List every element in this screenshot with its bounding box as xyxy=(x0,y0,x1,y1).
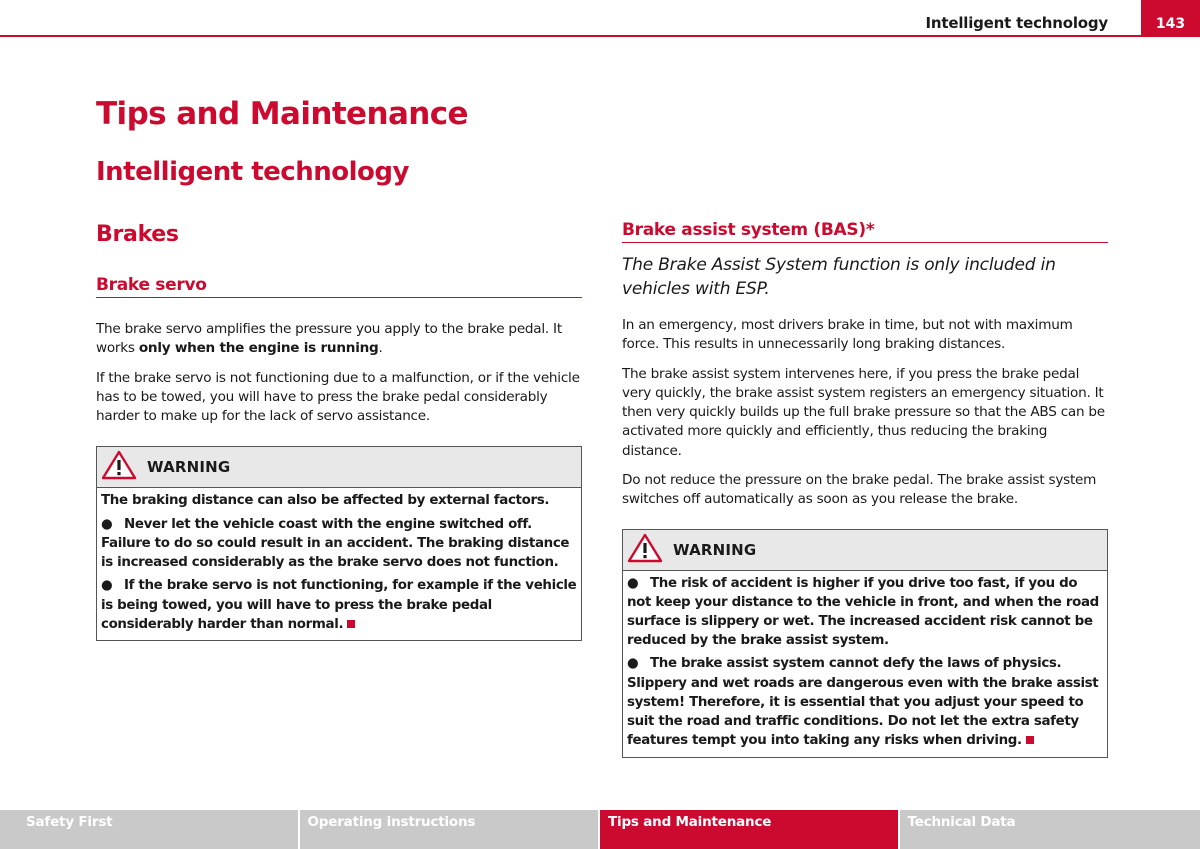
left-column xyxy=(96,220,582,641)
warning-title: WARNING xyxy=(147,458,231,477)
bullet-icon: ● xyxy=(627,656,639,672)
warning-header xyxy=(623,530,1107,571)
bas-paragraph-2: The brake assist system intervenes here, if you press the brake pedal very quickly, the brake assist system registers an emergency situation. It then very quickly builds up the full brake pressure so that the ABS can be activated more quickly and efficiently, thus reducing the braking distance. xyxy=(622,365,1105,459)
warning-item: ● The risk of accident is higher if you drive too fast, if you do not keep your distance to the vehicle in front, and when the road surface is slippery or wet. The increased accident risk cannot be reduced by the brake assist system. xyxy=(627,575,1099,649)
chapter-tabs xyxy=(0,810,1200,849)
bas-intro: The Brake Assist System function is only included in vehicles with ESP. xyxy=(622,255,1056,299)
bas-heading: Brake assist system (BAS)* xyxy=(622,220,1108,243)
warning-item: ● Never let the vehicle coast with the engine switched off. Failure to do so could result in an accident. The braking distance is increased considerably as the brake servo does not function. xyxy=(101,516,570,571)
warning-triangle-icon xyxy=(101,450,137,484)
warning-body xyxy=(97,488,581,639)
right-column xyxy=(622,220,1108,758)
bas-paragraph-1: In an emergency, most drivers brake in time, but not with maximum force. This results in unnecessarily long braking distances. xyxy=(622,317,1073,353)
bullet-icon: ● xyxy=(627,575,639,591)
tab-operating-instructions[interactable]: Operating instructions xyxy=(300,810,598,849)
tab-technical-data[interactable]: Technical Data xyxy=(900,810,1200,849)
section-title: Intelligent technology xyxy=(96,157,409,187)
warning-header xyxy=(97,447,581,488)
warning-triangle-icon xyxy=(627,533,663,567)
brake-servo-heading: Brake servo xyxy=(96,275,582,298)
brakes-heading: Brakes xyxy=(96,222,179,247)
warning-title: WARNING xyxy=(673,540,757,559)
warning-item: ● If the brake servo is not functioning, for example if the vehicle is being towed, you will have to press the brake pedal considerably harder than normal. xyxy=(101,578,577,632)
brake-servo-paragraph-2: If the brake servo is not functioning due to a malfunction, or if the vehicle has to be towed, you will have to press the brake pedal considerably harder to make up for the lack of servo assistance. xyxy=(96,369,580,425)
warning-box-bas xyxy=(622,529,1108,758)
warning-body xyxy=(623,571,1107,757)
header-rule xyxy=(0,35,1200,37)
brake-servo-paragraph-1: The brake servo amplifies the pressure you apply to the brake pedal. It works only when the engine is running. xyxy=(96,321,562,357)
warning-item: ● The brake assist system cannot defy the laws of physics. Slippery and wet roads are dangerous even with the brake assist system! Therefore, it is essential that you adjust your speed to suit the road and traffic conditions. Do not let the extra safety features tempt you into taking any risks when driving. xyxy=(627,656,1099,749)
warning-intro: The braking distance can also be affected by external factors. xyxy=(101,493,550,509)
chapter-title: Tips and Maintenance xyxy=(96,96,468,132)
bullet-icon: ● xyxy=(101,516,113,532)
warning-box-brake-servo xyxy=(96,446,582,640)
tab-safety-first[interactable]: Safety First xyxy=(0,810,298,849)
bas-paragraph-3: Do not reduce the pressure on the brake pedal. The brake assist system switches off automatically as soon as you release the brake. xyxy=(622,472,1097,508)
running-header-title: Intelligent technology xyxy=(925,14,1108,32)
end-of-section-square-icon xyxy=(1026,736,1034,744)
page-number: 143 xyxy=(1141,0,1200,37)
tab-tips-and-maintenance[interactable]: Tips and Maintenance xyxy=(600,810,898,849)
bullet-icon: ● xyxy=(101,578,113,594)
end-of-section-square-icon xyxy=(347,620,355,628)
